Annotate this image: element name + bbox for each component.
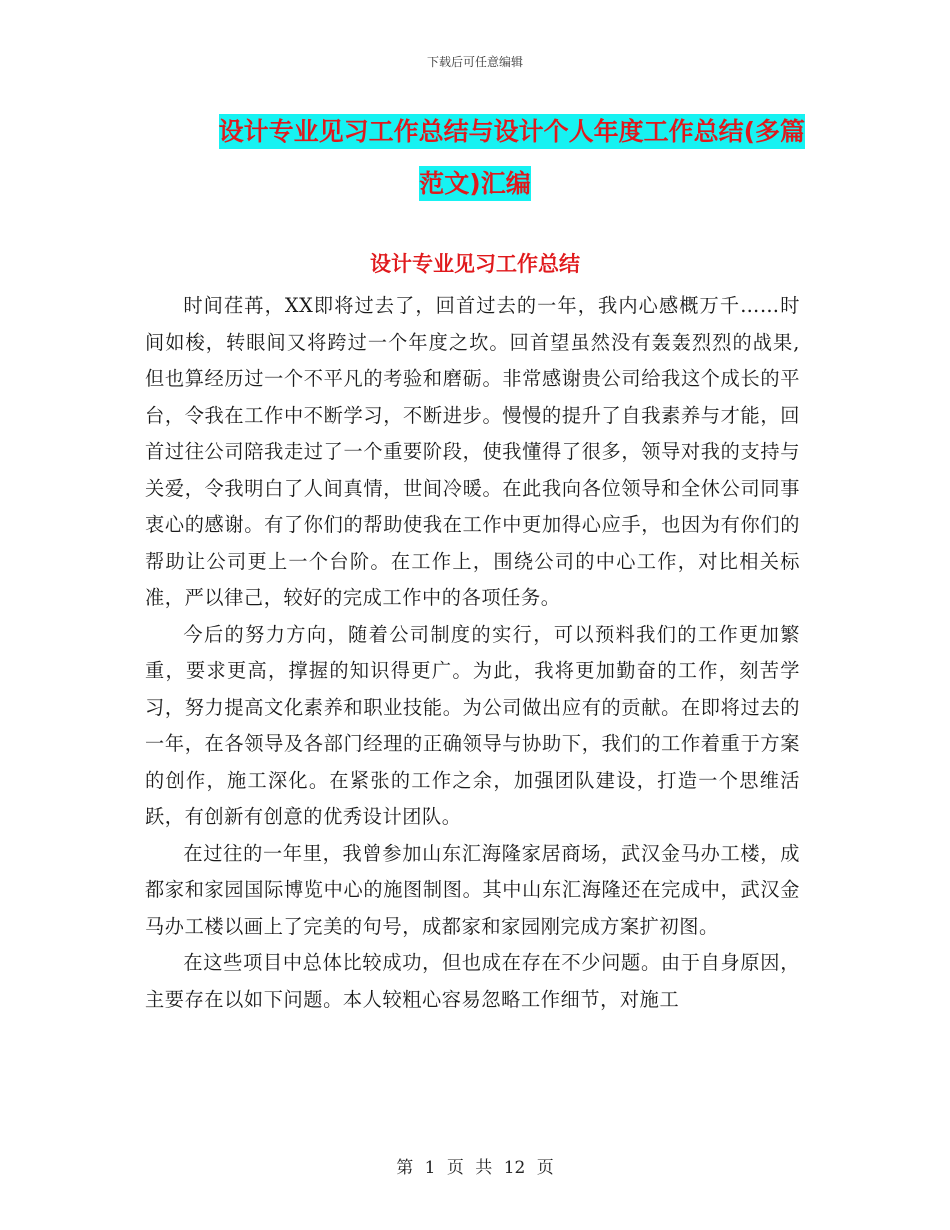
title-highlight-1: 设计专业见习工作总结与设计个人年度工作总结(多篇 [219,114,805,149]
title-highlight-2: 范文)汇编 [419,166,530,201]
document-title-line-2 [145,160,805,208]
paragraph-4: 在这些项目中总体比较成功，但也成在存在不少问题。由于自身原因，主要存在以如下问题。本人较粗心容易忽略工作细节，对施工 [145,951,800,1011]
document-title [145,108,805,208]
paragraph-3: 在过往的一年里，我曾参加山东汇海隆家居商场，武汉金马办工楼，成都家和家园国际博览中心的施图制图。其中山东汇海隆还在完成中，武汉金马办工楼以画上了完美的句号，成都家和家园刚完成方案扩初图。 [145,841,800,938]
document-body [145,288,800,1018]
paragraph-2: 今后的努力方向，随着公司制度的实行，可以预料我们的工作更加繁重，要求更高，撑握的知识得更广。为此，我将更加勤奋的工作，刻苦学习，努力提高文化素养和职业技能。为公司做出应有的贡献。在即将过去的一年，在各领导及各部门经理的正确领导与协助下，我们的工作着重于方案的创作，施工深化。在紧张的工作之余，加强团队建设，打造一个思维活跃，有创新有创意的优秀设计团队。 [145,622,800,828]
section-title: 设计专业见习工作总结 [370,252,580,276]
header-note: 下载后可任意编辑 [426,55,523,69]
page-footer: 第 1 页 共 12 页 [396,1158,554,1178]
paragraph-1: 时间荏苒，XX即将过去了，回首过去的一年，我内心感概万千……时间如梭，转眼间又将跨过一个年度之坎。回首望虽然没有轰轰烈烈的战果,但也算经历过一个不平凡的考验和磨砺。非常感谢贵公司给我这个成长的平台，令我在工作中不断学习，不断进步。慢慢的提升了自我素养与才能，回首过往公司陪我走过了一个重要阶段，使我懂得了很多，领导对我的支持与关爱，令我明白了人间真情，世间冷暖。在此我向各位领导和全休公司同事衷心的感谢。有了你们的帮助使我在工作中更加得心应手，也因为有你们的帮助让公司更上一个台阶。在工作上，围绕公司的中心工作，对比相关标准，严以律己，较好的完成工作中的各项任务。 [145,294,800,609]
document-title-line-1 [145,108,805,156]
